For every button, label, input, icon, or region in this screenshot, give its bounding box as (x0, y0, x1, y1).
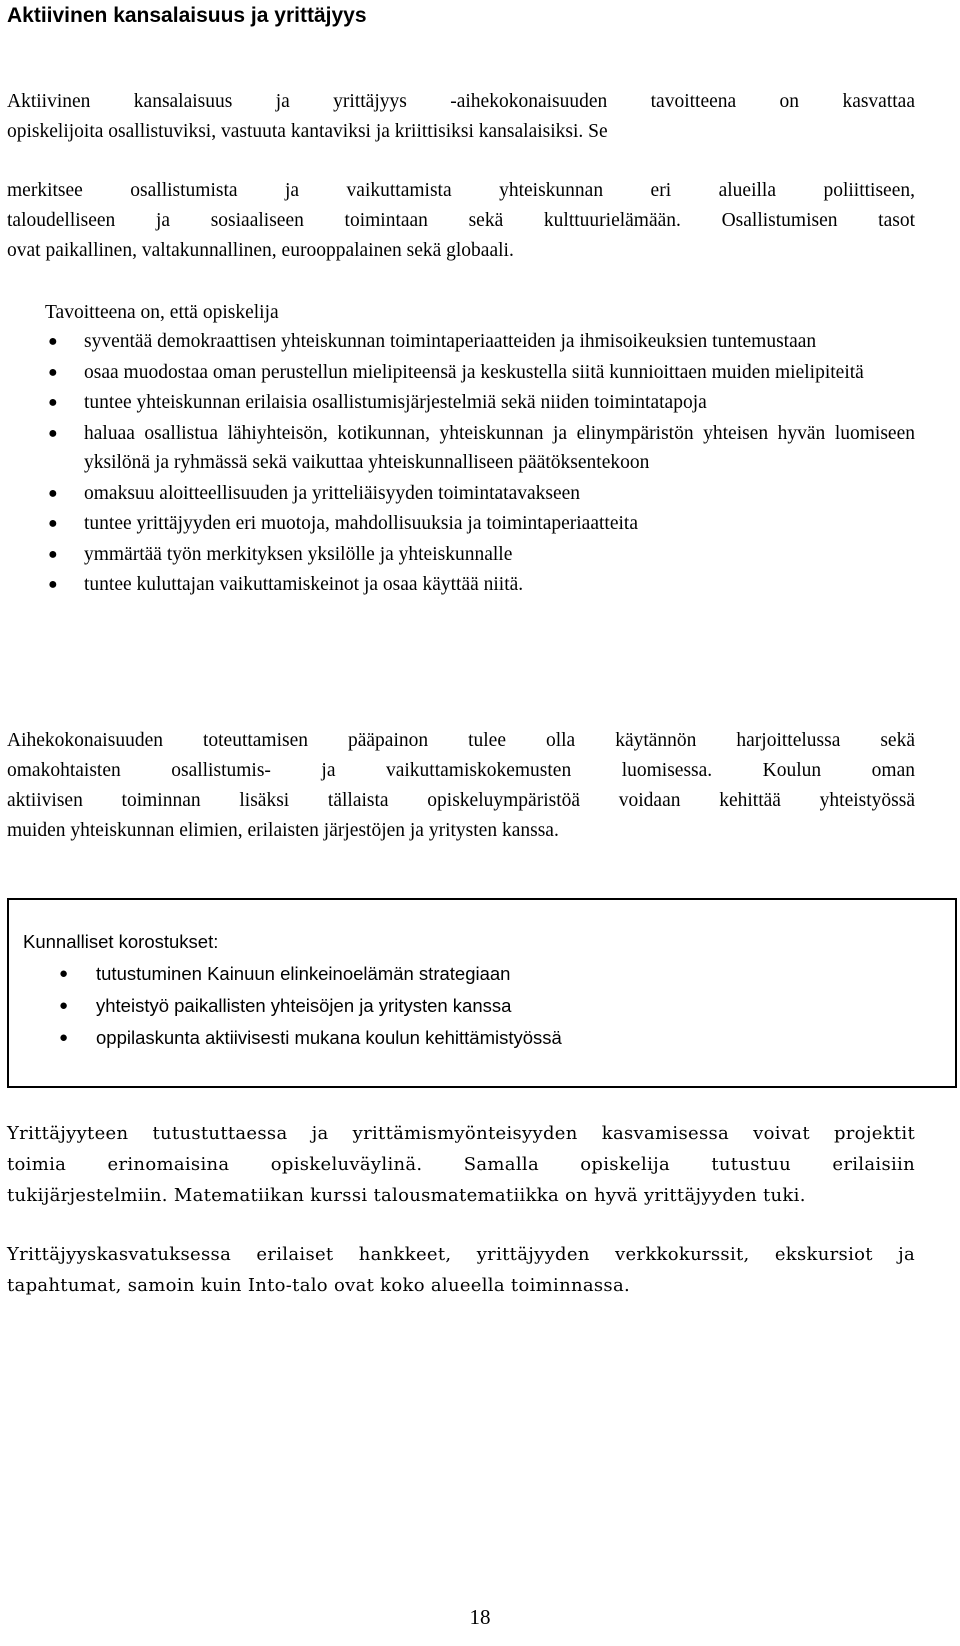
section-heading: Aktiivinen kansalaisuus ja yrittäjyys (7, 4, 367, 27)
implementation-line: omakohtaisten osallistumis- ja vaikuttamiskokemusten luomisessa. Koulun oman (7, 760, 915, 781)
list-item (7, 570, 915, 600)
page-number: 18 (469, 1605, 491, 1629)
intro-line: Aktiivinen kansalaisuus ja yrittäjyys -aihekokonaisuuden tavoitteena on kasvattaa (7, 91, 915, 112)
goal-text: syventää demokraattisen yhteiskunnan toimintaperiaatteiden ja ihmisoikeuksien tuntemustaan (84, 331, 817, 352)
goal-text: tuntee yhteiskunnan erilaisia osallistumisjärjestelmiä sekä niiden toimintatapoja (84, 392, 707, 413)
list-item (7, 479, 915, 509)
implementation-line: aktiivisen toiminnan lisäksi tällaista opiskeluympäristöä voidaan kehittää yhteistyössä (7, 790, 915, 811)
list-item (7, 327, 915, 357)
bullet-icon: ● (48, 333, 58, 350)
goal-text: omaksuu aloitteellisuuden ja yritteliäisyyden toimintatavakseen (84, 482, 581, 504)
bullet-icon: ● (48, 363, 58, 381)
implementation-line: muiden yhteiskunnan elimien, erilaisten järjestöjen ja yritysten kanssa. (7, 820, 559, 841)
box-title: Kunnalliset korostukset: (23, 931, 219, 952)
bullet-icon: ● (59, 965, 69, 982)
implementation-paragraph (7, 726, 915, 846)
list-item (7, 509, 915, 539)
goal-text: tuntee yrittäjyyden eri muotoja, mahdollisuuksia ja toimintaperiaatteita (84, 513, 638, 534)
list-item (7, 540, 915, 570)
goal-text: ymmärtää työn merkityksen yksilölle ja yhteiskunnalle (84, 543, 513, 565)
bullet-icon: ● (59, 997, 69, 1014)
bullet-icon: ● (48, 545, 58, 563)
bullet-icon: ● (59, 1029, 69, 1046)
entrepreneurship-line: tukijärjestelmiin. Matematiikan kurssi talousmatematiikka on hyvä yrittäjyyden tuki. (7, 1185, 806, 1206)
list-item (9, 990, 562, 1022)
list-item (9, 958, 562, 990)
list-item (7, 419, 915, 478)
bullet-icon: ● (48, 424, 58, 442)
intro-line: taloudelliseen ja sosiaaliseen toimintaan sekä kulttuurielämään. Osallistumisen tasot (7, 210, 915, 231)
bullet-icon: ● (48, 484, 58, 502)
entrepreneurship-paragraph (7, 1118, 915, 1211)
intro-line: ovat paikallinen, valtakunnallinen, eurooppalainen sekä globaali. (7, 240, 514, 261)
local-emphasis-box (7, 898, 957, 1088)
intro-line: merkitsee osallistumista ja vaikuttamista yhteiskunnan eri alueilla poliittiseen, (7, 180, 915, 201)
projects-line: Yrittäjyyskasvatuksessa erilaiset hankkeet, yrittäjyyden verkkokurssit, ekskursiot ja (7, 1244, 915, 1265)
intro-line: opiskelijoita osallistuviksi, vastuuta kantaviksi ja kriittisiksi kansalaisiksi. Se (7, 121, 608, 142)
goal-text: haluaa osallistua lähiyhteisön, kotikunnan, yhteiskunnan ja elinympäristön yhteisen hyvän luomiseen yksilönä ja ryhmässä sekä vaikuttaa yhteiskunnalliseen päätöksentekoon (84, 422, 915, 473)
intro-paragraph (7, 87, 915, 266)
local-item-text: tutustuminen Kainuun elinkeinoelämän strategiaan (96, 963, 511, 984)
goal-text: osaa muodostaa oman perustellun mielipiteensä ja keskustella siitä kunnioittaen muiden mielipiteitä (84, 361, 864, 383)
list-item (9, 1022, 562, 1054)
bullet-icon: ● (48, 394, 58, 411)
projects-paragraph (7, 1239, 915, 1301)
implementation-line: Aihekokonaisuuden toteuttamisen pääpainon tulee olla käytännön harjoittelussa sekä (7, 730, 915, 751)
bullet-icon: ● (48, 576, 58, 593)
projects-line: tapahtumat, samoin kuin Into-talo ovat koko alueella toiminnassa. (7, 1275, 631, 1296)
local-item-text: oppilaskunta aktiivisesti mukana koulun kehittämistyössä (96, 1027, 562, 1048)
local-item-text: yhteistyö paikallisten yhteisöjen ja yritysten kanssa (96, 995, 512, 1016)
goals-list (7, 327, 915, 601)
list-item (7, 388, 915, 418)
entrepreneurship-line: Yrittäjyyteen tutustuttaessa ja yrittämismyönteisyyden kasvamisessa voivat projektit (7, 1123, 915, 1144)
goals-intro: Tavoitteena on, että opiskelija (45, 302, 279, 323)
entrepreneurship-line: toimia erinomaisina opiskeluväylinä. Samalla opiskelija tutustuu erilaisiin (7, 1154, 915, 1175)
goal-text: tuntee kuluttajan vaikuttamiskeinot ja osaa käyttää niitä. (84, 574, 524, 595)
local-emphasis-list (9, 958, 562, 1054)
list-item (7, 358, 915, 388)
bullet-icon: ● (48, 515, 58, 532)
